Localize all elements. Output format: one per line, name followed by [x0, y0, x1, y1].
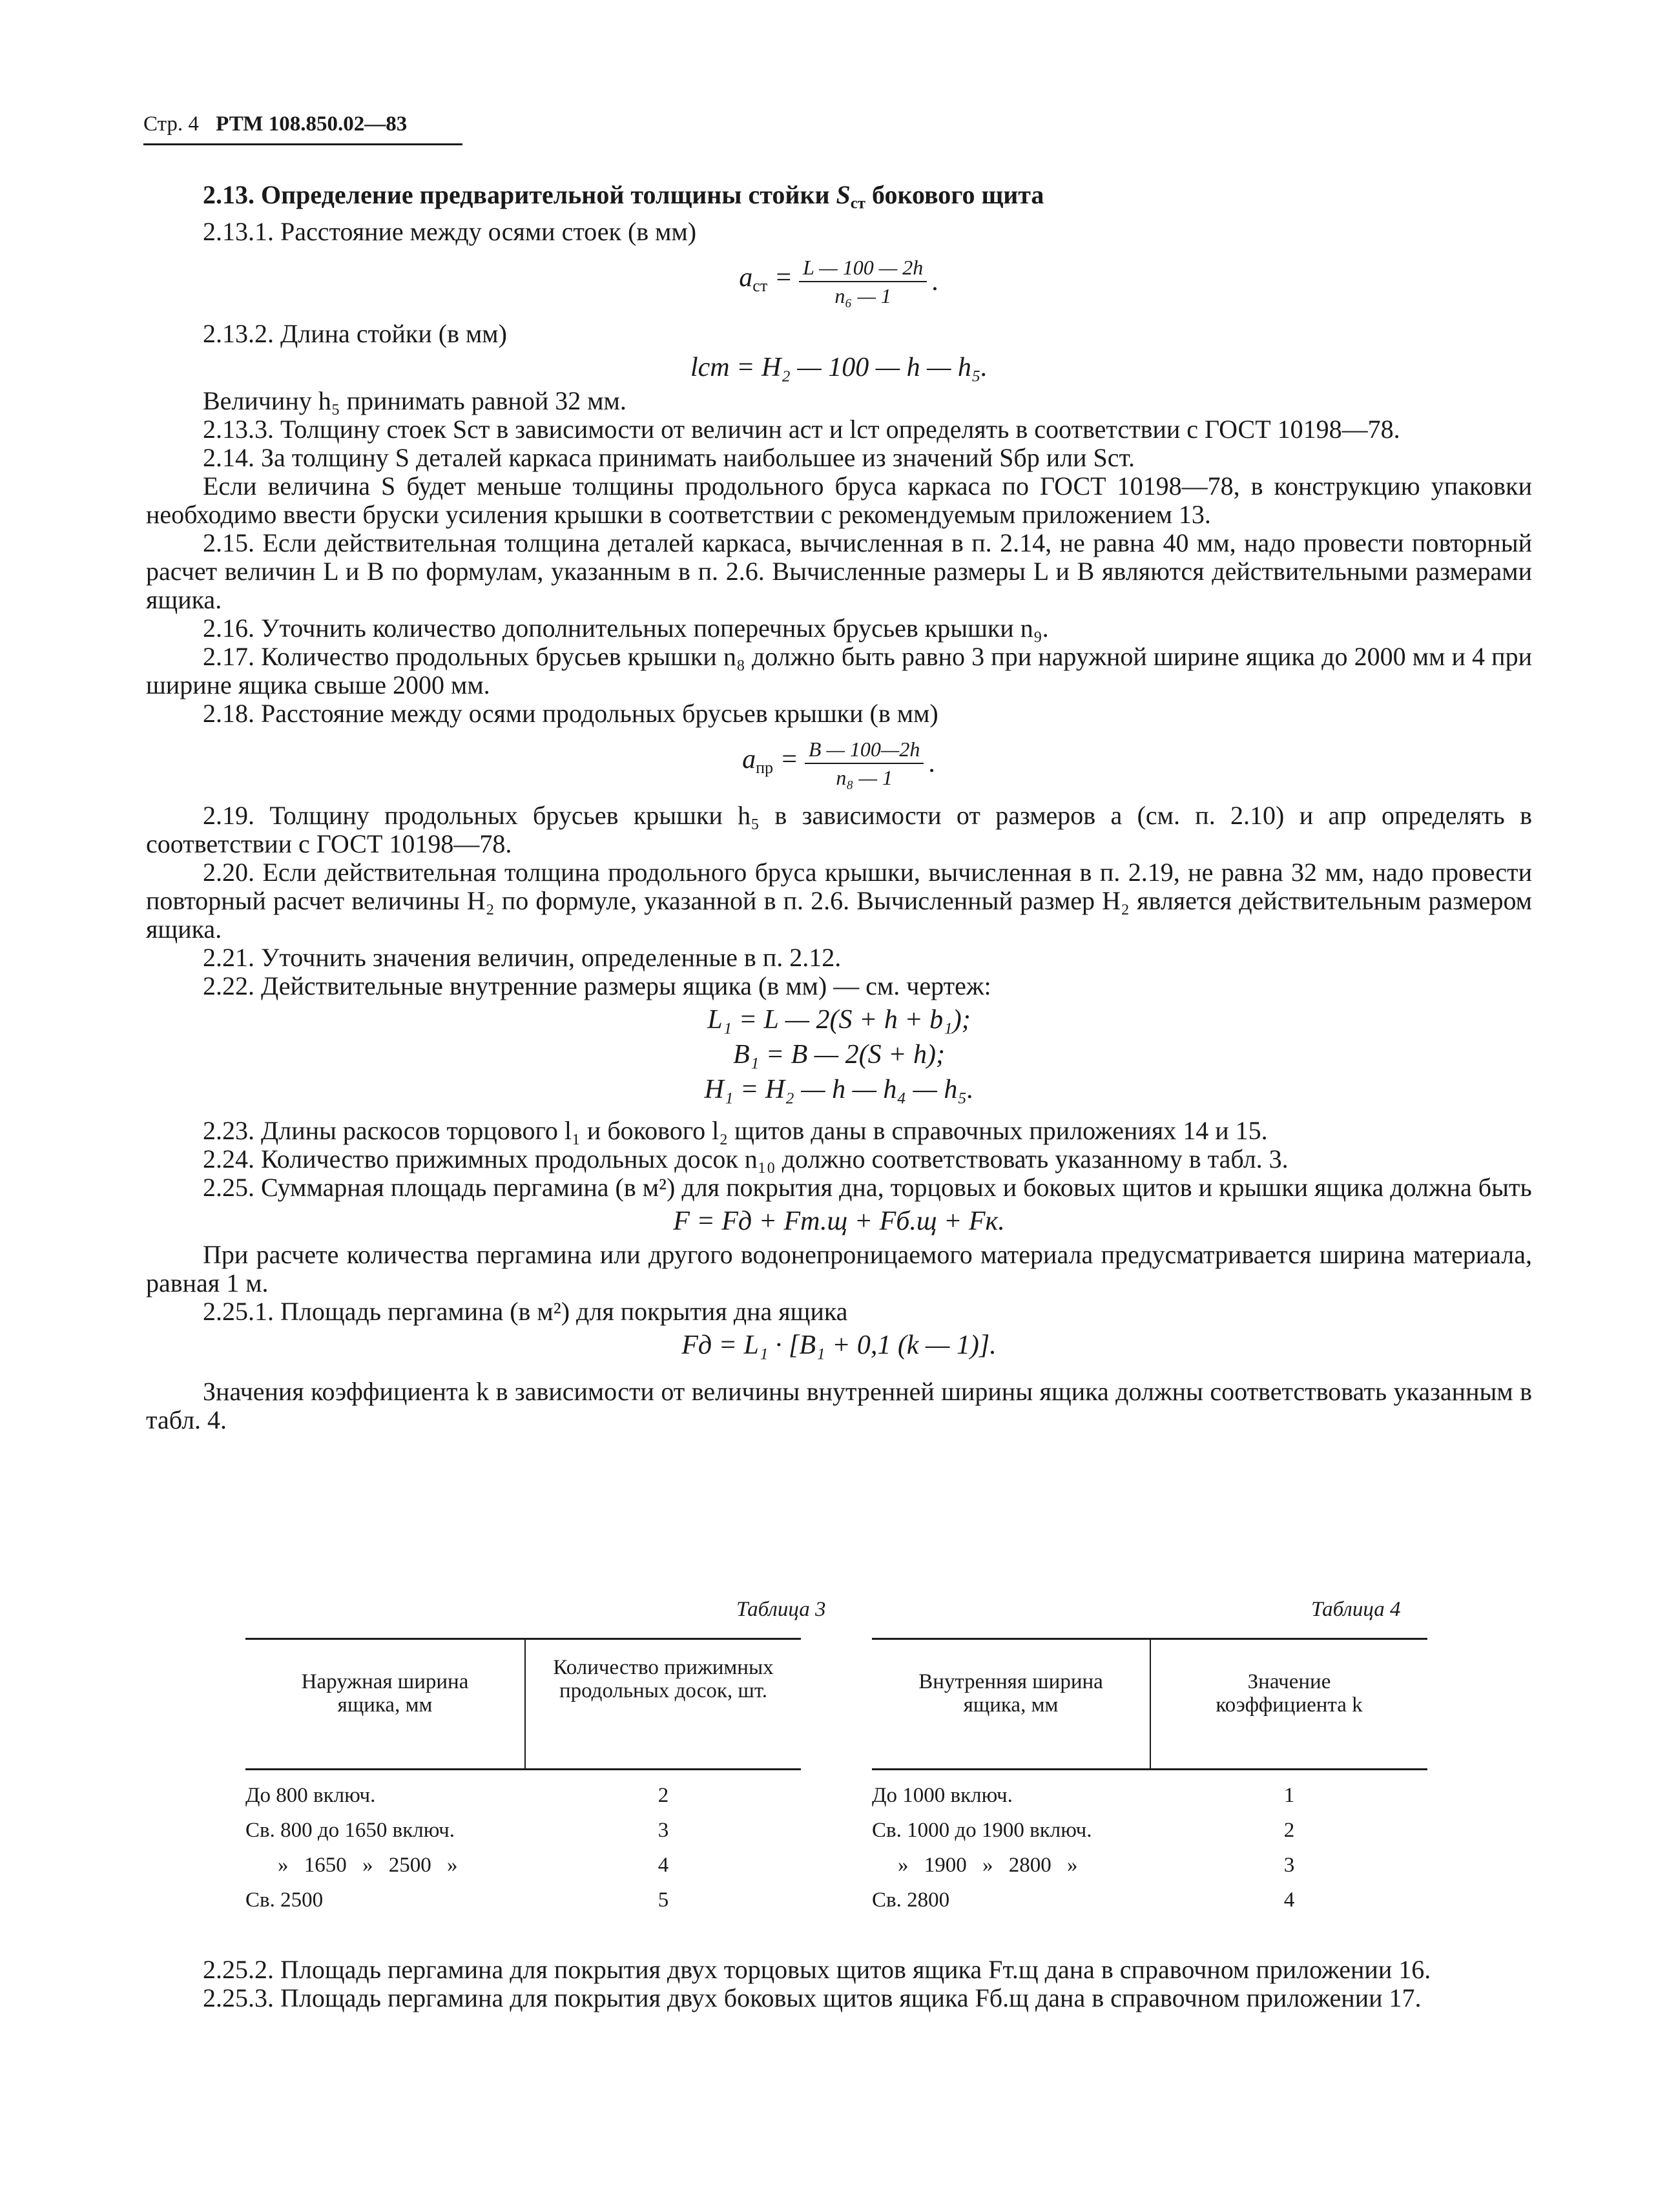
document-code: РТМ 108.850.02—83: [216, 112, 408, 136]
table3-row: » 1650 » 2500 »: [278, 1854, 458, 1877]
table3-cell: 5: [658, 1888, 669, 1912]
table4-row: Св. 1000 до 1900 включ.: [872, 1819, 1092, 1842]
h5-note: Величину h₅ принимать равной 32 мм.: [203, 386, 627, 416]
table4-row: До 1000 включ.: [872, 1784, 1013, 1807]
section-2-14: 2.14. За толщину S деталей каркаса принимать наибольшее из значений Sбр или Sст.: [203, 443, 1135, 473]
page-number: Стр. 4: [143, 112, 199, 136]
section-2-16: 2.16. Уточнить количество дополнительных поперечных брусьев крышки n₉.: [203, 614, 1049, 643]
table3-row: Св. 800 до 1650 включ.: [245, 1819, 455, 1842]
table3-col2-header: Количество прижимных продольных досок, шт.: [553, 1656, 774, 1702]
section-2-21: 2.21. Уточнить значения величин, определенные в п. 2.12.: [203, 943, 842, 973]
section-2-17: 2.17. Количество продольных брусьев крышки n₈ должно быть равно 3 при наружной ширине ящика до 2000 мм и 4 при ширине ящика свыше 2000 мм.: [146, 642, 1532, 700]
table4-cell: 2: [1283, 1819, 1295, 1842]
section-2-18: 2.18. Расстояние между осями продольных брусьев крышки (в мм): [203, 699, 938, 729]
formula-a-st-denominator: n₆ — 1: [834, 284, 891, 308]
table3-cell: 4: [658, 1854, 669, 1877]
table4-col2-header: Значение коэффициента k: [1216, 1670, 1363, 1717]
table4-row: Св. 2800: [872, 1888, 950, 1912]
table4-cell: 3: [1283, 1854, 1295, 1877]
formula-a-st: $a_{ст}$ = $\frac{L — 100 — 2h}{\text{n₆ — 1}}$ .: [739, 256, 939, 308]
table3-caption: Таблица 3: [736, 1598, 826, 1621]
formula-a-pr-denominator: n₈ — 1: [836, 766, 893, 790]
section-2-22: 2.22. Действительные внутренние размеры ящика (в мм) — см. чертеж:: [203, 971, 991, 1001]
section-2-15: 2.15. Если действительная толщина деталей каркаса, вычисленная в п. 2.14, не равна 40 мм, надо провести повторный расчет величин L и B по формулам, указанным в п. 2.6. Вычисленные размеры L и B являются действительными размерами ящика.: [146, 528, 1532, 615]
section-2-24: 2.24. Количество прижимных продольных досок n₁₀ должно соответствовать указанному в табл. 3.: [203, 1144, 1289, 1174]
section-2-13-2: 2.13.2. Длина стойки (в мм): [203, 319, 507, 349]
table3-row: До 800 включ.: [245, 1784, 376, 1807]
table3-cell: 2: [658, 1784, 669, 1807]
section-2-25-1: 2.25.1. Площадь пергамина (в м²) для покрытия дна ящика: [203, 1297, 848, 1327]
table4-cell: 4: [1283, 1888, 1295, 1912]
section-2-14-b: Если величина S будет меньше толщины продольного бруса каркаса по ГОСТ 10198—78, в конструкцию упаковки необходимо ввести бруски усиления крышки в соответствии с рекомендуемым приложением 13.: [146, 471, 1532, 530]
formula-l-st: lст = H₂ — 100 — h — h₅.: [690, 353, 988, 383]
formula-a-pr-numerator: B — 100—2h: [805, 737, 924, 764]
table4-row: » 1900 » 2800 »: [898, 1854, 1078, 1877]
section-2-20: 2.20. Если действительная толщина продольного бруса крышки, вычисленная в п. 2.19, не равна 32 мм, надо провести повторный расчет величины H₂ по формуле, указанной в п. 2.6. Вычисленный размер H₂ является действительным размером ящика.: [146, 858, 1532, 944]
section-2-25: 2.25. Суммарная площадь пергамина (в м²) для покрытия дна, торцовых и боковых щитов и крышки ящика должна быть: [203, 1173, 1532, 1203]
section-2-25-2: 2.25.2. Площадь пергамина для покрытия двух торцовых щитов ящика Fт.щ дана в справочном приложении 16.: [203, 1955, 1431, 1984]
table4-caption: Таблица 4: [1311, 1598, 1401, 1621]
header-rule: [143, 143, 462, 145]
section-2-23: 2.23. Длины раскосов торцового l₁ и бокового l₂ щитов даны в справочных приложениях 14 и 15.: [203, 1116, 1268, 1146]
document-body-end: [146, 1956, 1532, 2012]
formula-F: F = Fд + Fт.щ + Fб.щ + Fк.: [673, 1206, 1005, 1237]
section-2-13-1: 2.13.1. Расстояние между осями стоек (в мм): [203, 217, 697, 247]
page-header: [143, 112, 407, 136]
formula-L1: L₁ = L — 2(S + h + b₁);: [707, 1005, 971, 1035]
formula-H1: H₁ = H₂ — h — h₄ — h₅.: [704, 1075, 974, 1105]
section-2-13-3: 2.13.3. Толщину стоек Sст в зависимости от величин aст и lст определять в соответствии с ГОСТ 10198—78.: [203, 415, 1400, 444]
table3-cell: 3: [658, 1819, 669, 1842]
section-2-19: 2.19. Толщину продольных брусьев крышки h₅ в зависимости от размеров a (см. п. 2.10) и aпр определять в соответствии с ГОСТ 10198—78.: [146, 801, 1532, 859]
formula-a-st-numerator: L — 100 — 2h: [799, 255, 927, 282]
formula-F-d: Fд = L₁ · [B₁ + 0,1 (k — 1)].: [681, 1330, 997, 1361]
formula-B1: B₁ = B — 2(S + h);: [733, 1040, 945, 1070]
tables-area: [245, 1598, 1427, 1934]
formula-a-pr: $a_{пр}$ = $\frac{B — 100—2h}{\text{n₈ — 1}}$ .: [742, 738, 936, 790]
section-2-25-b: При расчете количества пергамина или другого водонепроницаемого материала предусматривается ширина материала, равная 1 м.: [146, 1240, 1532, 1298]
table3-col1-header: Наружная ширина ящика, мм: [301, 1670, 469, 1717]
document-body: [146, 181, 1532, 1434]
section-2-25-3: 2.25.3. Площадь пергамина для покрытия двух боковых щитов ящика Fб.щ дана в справочном приложении 17.: [203, 1983, 1422, 2012]
section-2-13-title: 2.13. Определение предварительной толщины стойки $S_{ст}$ бокового щита: [203, 180, 1044, 212]
k-coefficient-note: Значения коэффициента k в зависимости от величины внутренней ширины ящика должны соответствовать указанным в табл. 4.: [146, 1377, 1532, 1435]
table3-row: Св. 2500: [245, 1888, 324, 1912]
table4-col1-header: Внутренняя ширина ящика, мм: [918, 1670, 1103, 1717]
table4-cell: 1: [1283, 1784, 1295, 1807]
